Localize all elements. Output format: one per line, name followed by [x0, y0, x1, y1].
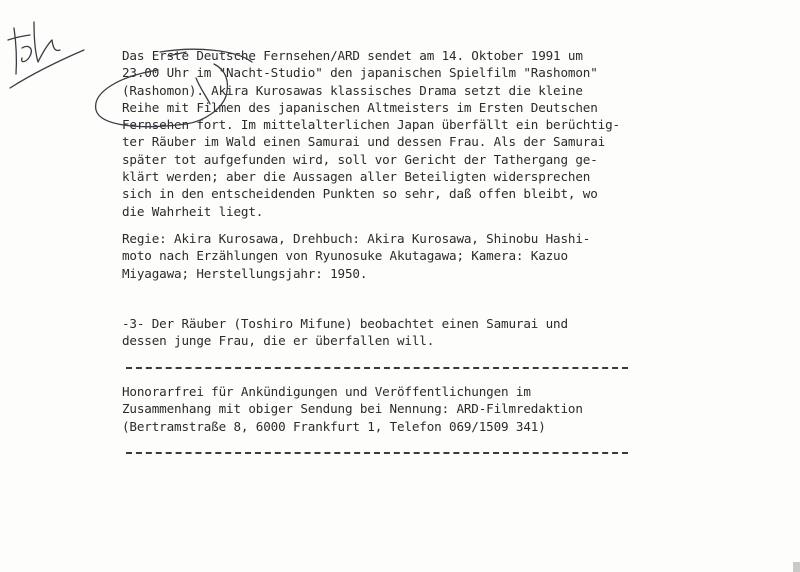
text-line: (Bertramstraße 8, 6000 Frankfurt 1, Telefon 069/1509 341) — [122, 418, 546, 434]
text-line: sich in den entscheidenden Punkten so sehr, daß offen bleibt, wo — [122, 186, 598, 202]
dashed-divider — [126, 452, 628, 454]
text-line: die Wahrheit liegt. — [122, 203, 264, 219]
text-line: Honorarfrei für Ankündigungen und Veröffentlichungen im — [122, 384, 531, 399]
dashed-divider — [126, 367, 628, 369]
text-line: (Rashomon). Akira Kurosawas klassisches Drama setzt die kleine — [122, 82, 583, 98]
credits-paragraph — [122, 230, 682, 282]
text-line: 23.00 Uhr im "Nacht-Studio" den japanischen Spielfilm "Rashomon" — [122, 65, 598, 81]
handwritten-underline-stroke — [10, 50, 84, 88]
text-line: später tot aufgefunden wird, soll vor Gericht der Tathergang ge- — [122, 151, 598, 167]
handwritten-scribble — [8, 22, 60, 74]
text-line: klärt werden; aber die Aussagen aller Beteiligten widersprechen — [122, 169, 591, 185]
text-line: Zusammenhang mit obiger Sendung bei Nennung: ARD-Filmredaktion — [122, 401, 583, 417]
text-line: -3- Der Räuber (Toshiro Mifune) beobachtet einen Samurai und — [122, 316, 568, 331]
scan-corner — [793, 562, 800, 572]
text-line: moto nach Erzählungen von Ryunosuke Akutagawa; Kamera: Kazuo — [122, 248, 568, 264]
text-line: Regie: Akira Kurosawa, Drehbuch: Akira Kurosawa, Shinobu Hashi- — [122, 231, 591, 246]
text-line: Fernsehen fort. Im mittelalterlichen Japan überfällt ein berüchtig- — [122, 117, 620, 133]
text-line: dessen junge Frau, die er überfallen will. — [122, 333, 435, 349]
usage-notice — [122, 383, 682, 435]
photo-caption — [122, 315, 682, 350]
description-paragraph — [122, 47, 682, 220]
text-line: ter Räuber im Wald einen Samurai und dessen Frau. Als der Samurai — [122, 134, 606, 150]
text-line: Reihe mit Filmen des japanischen Altmeisters im Ersten Deutschen — [122, 99, 598, 115]
text-line: Das Erste Deutsche Fernsehen/ARD sendet am 14. Oktober 1991 um — [122, 48, 583, 63]
text-line: Miyagawa; Herstellungsjahr: 1950. — [122, 265, 368, 281]
